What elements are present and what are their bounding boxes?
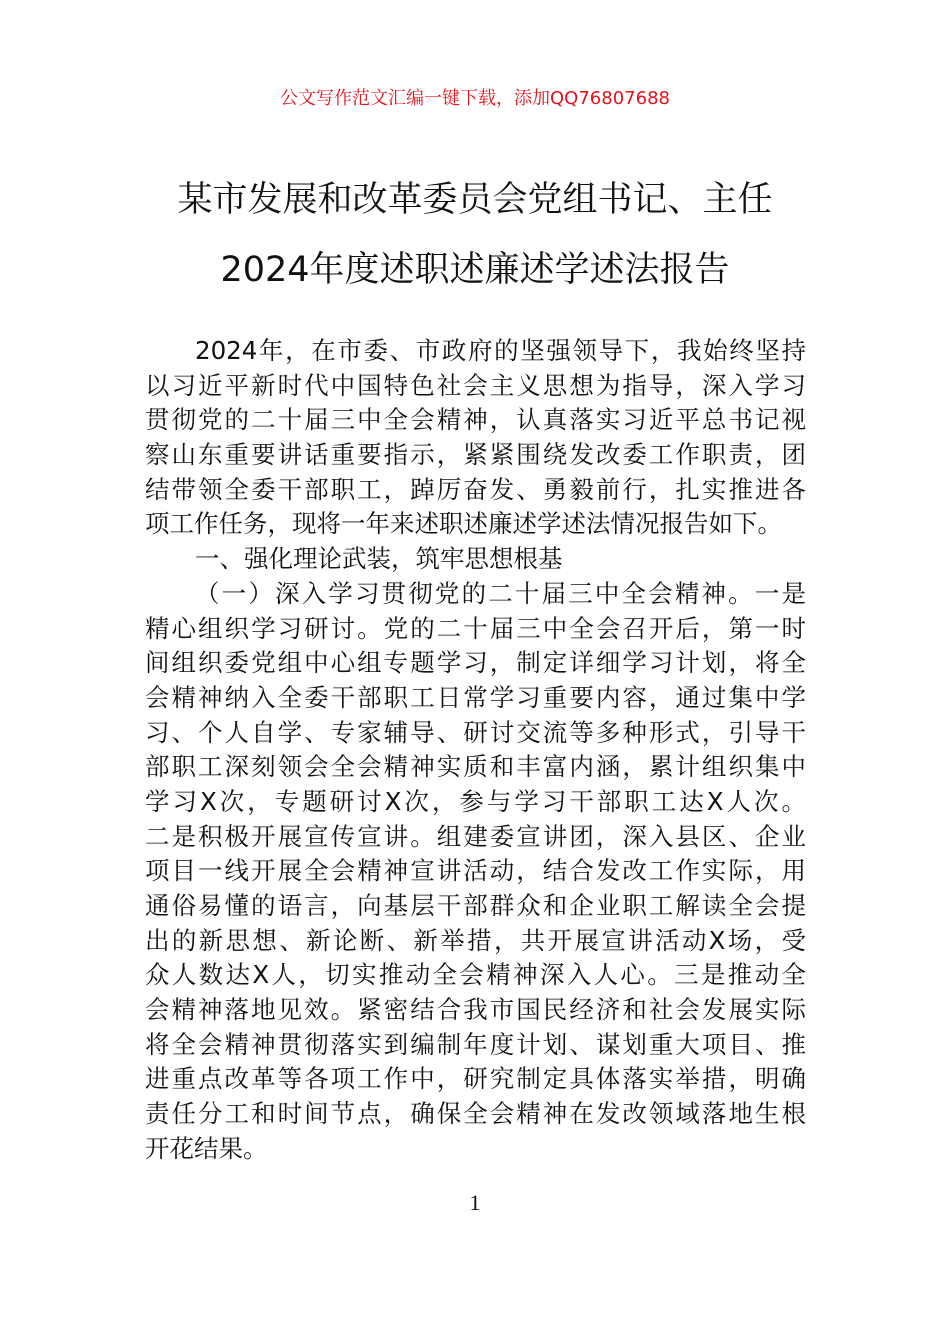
text-line: 责任分工和时间节点，确保全会精神在发改领域落地生根 — [145, 1099, 806, 1129]
text-line: 项目一线开展全会精神宣讲活动，结合发改工作实际，用 — [145, 856, 806, 886]
text-line: 部职工深刻领会全会精神实质和丰富内涵，累计组织集中 — [145, 752, 806, 782]
text-line: 会精神落地见效。紧密结合我市国民经济和社会发展实际 — [145, 995, 806, 1025]
document-body — [145, 334, 806, 1167]
text-line: 间组织委党组中心组专题学习，制定详细学习计划，将全 — [145, 648, 806, 678]
text-line: 学习X次，专题研讨X次，参与学习干部职工达X人次。 — [145, 786, 806, 816]
paragraph — [145, 334, 806, 542]
page-number: 1 — [469, 1190, 481, 1215]
text-line: 贯彻党的二十届三中全会精神，认真落实习近平总书记视 — [145, 405, 806, 435]
text-line: 开花结果。 — [145, 1133, 268, 1163]
text-line: 一、强化理论武装，筑牢思想根基 — [195, 544, 563, 574]
text-line: 会精神纳入全委干部职工日常学习重要内容，通过集中学 — [145, 682, 806, 712]
text-line: 精心组织学习研讨。党的二十届三中全会召开后，第一时 — [145, 613, 806, 643]
text-line: 二是积极开展宣传宣讲。组建委宣讲团，深入县区、企业 — [145, 821, 806, 851]
document-title-line-1: 某市发展和改革委员会党组书记、主任 — [177, 180, 773, 220]
text-line: 结带领全委干部职工，踔厉奋发、勇毅前行，扎实推进各 — [145, 474, 806, 504]
text-line: （一）深入学习贯彻党的二十届三中全会精神。一是 — [195, 578, 806, 608]
text-line: 众人数达X人，切实推动全会精神深入人心。三是推动全 — [145, 960, 806, 990]
text-line: 将全会精神贯彻落实到编制年度计划、谋划重大项目、推 — [145, 1029, 806, 1059]
text-line: 进重点改革等各项工作中，研究制定具体落实举措，明确 — [145, 1064, 806, 1094]
text-line: 出的新思想、新论断、新举措，共开展宣讲活动X场，受 — [145, 925, 806, 955]
text-line: 通俗易懂的语言，向基层干部群众和企业职工解读全会提 — [145, 891, 806, 920]
paragraph — [145, 542, 806, 577]
text-line: 项工作任务，现将一年来述职述廉述学述法情况报告如下。 — [145, 509, 782, 539]
text-line: 2024年，在市委、市政府的坚强领导下，我始终坚持 — [195, 336, 806, 365]
paragraph — [145, 577, 806, 1167]
document-title-line-2: 2024年度述职述廉述学述法报告 — [220, 250, 730, 290]
text-line: 察山东重要讲话重要指示，紧紧围绕发改委工作职责，团 — [145, 440, 806, 470]
text-line: 习、个人自学、专家辅导、研讨交流等多种形式，引导干 — [145, 717, 806, 747]
text-line: 以习近平新时代中国特色社会主义思想为指导，深入学习 — [145, 370, 806, 400]
download-promo-header: 公文写作范文汇编一键下载，添加QQ76807688 — [280, 88, 670, 109]
